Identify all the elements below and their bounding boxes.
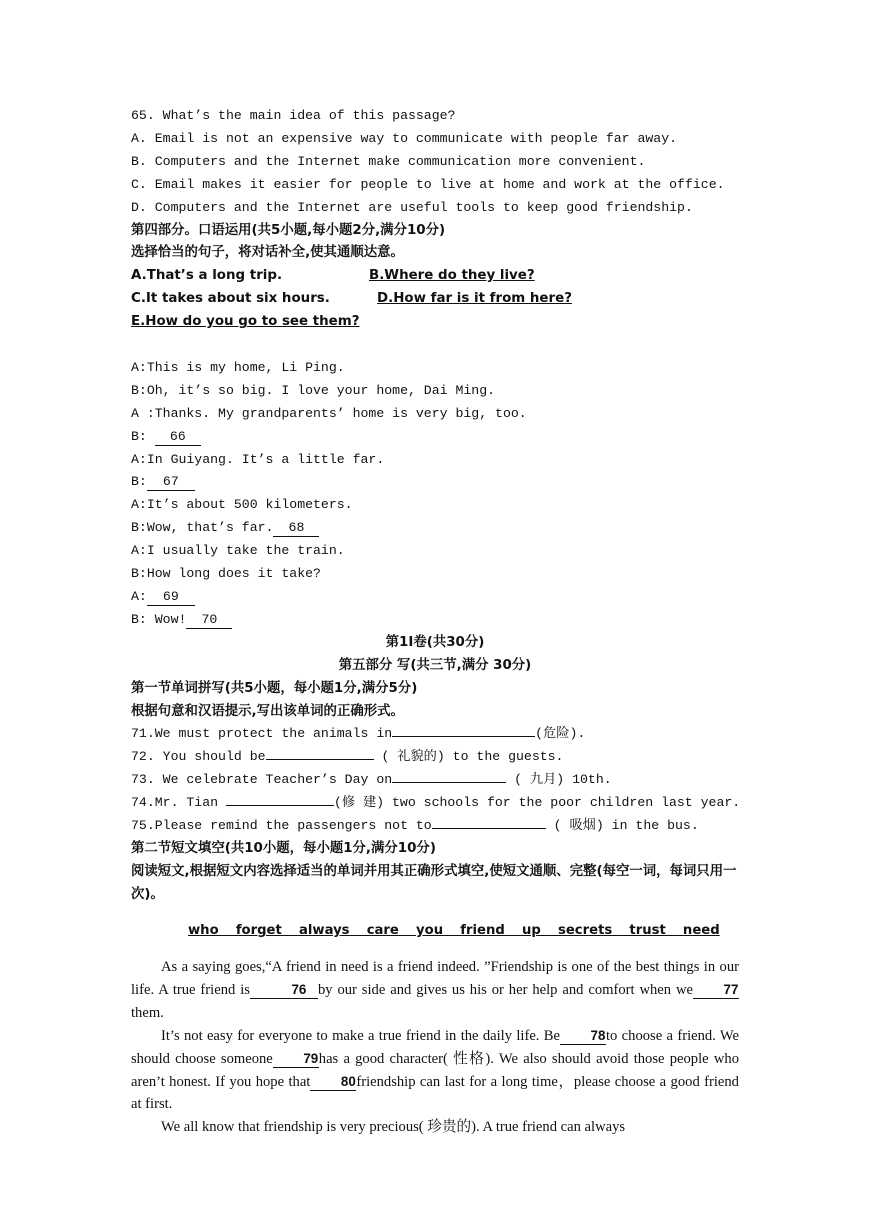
part5-heading: 第五部分 写(共三节,满分 30分) <box>338 657 532 673</box>
cloze-heading: 第二节短文填空(共10小题，每小题1分,满分10分) <box>131 840 436 856</box>
blank-67: 67 <box>147 474 195 491</box>
p1-text-c: them. <box>131 1004 164 1021</box>
section2-title: 第1I卷(共30分) <box>385 634 485 650</box>
choices-row-1 <box>131 265 739 288</box>
blank-78 <box>560 1028 606 1045</box>
dialog-speaker: B: <box>131 428 155 444</box>
q72-text: 72. You should be <box>131 749 266 765</box>
q75-text: 75.Please remind the passengers not to <box>131 818 432 834</box>
blank-80-number: 80 <box>340 1073 356 1089</box>
blank-66: 66 <box>155 429 201 446</box>
q71-hint: (危险). <box>535 726 586 742</box>
blank-70: 70 <box>186 612 232 629</box>
q74-text: 74.Mr. Tian <box>131 795 226 811</box>
cloze-paragraph-1 <box>131 956 739 1025</box>
dialog-line-9: A:I usually take the train. <box>131 543 345 559</box>
blank-74[interactable] <box>226 805 334 806</box>
choice-c: C.It takes about six hours. <box>131 291 330 307</box>
q65-option-d: D. Computers and the Internet are useful tools to keep good friendship. <box>131 199 693 215</box>
blank-75[interactable] <box>432 828 546 829</box>
q71 <box>131 723 739 746</box>
q72-hint: ( 礼貌的) to the guests. <box>373 749 564 765</box>
cloze-paragraph-3: We all know that friendship is very precious( 珍贵的). A true friend can always <box>161 1119 626 1136</box>
dialog-line-3: A :Thanks. My grandparents’ home is very big, too. <box>131 405 527 421</box>
spelling-heading: 第一节单词拼写(共5小题，每小题1分,满分5分) <box>131 680 418 696</box>
choice-b: B.Where do they live? <box>369 268 535 284</box>
cloze-paragraph-2 <box>131 1025 739 1117</box>
blank-76 <box>250 982 318 999</box>
p2-text-d: friendship can last for a long time，please choose a good friend at first. <box>131 1073 739 1113</box>
spelling-instruction: 根据句意和汉语提示,写出该单词的正确形式。 <box>131 703 404 719</box>
choice-a: A.That’s a long trip. <box>131 268 283 284</box>
q73 <box>131 769 739 792</box>
q75-hint: ( 吸烟) in the bus. <box>545 818 699 834</box>
p1-text-b: by our side and gives us his or her help and comfort when we <box>317 981 693 998</box>
choice-e: E.How do you go to see them? <box>131 314 360 330</box>
blank-77-number: 77 <box>723 981 739 997</box>
dialog-line-6 <box>131 471 739 494</box>
part4-heading: 第四部分。口语运用(共5小题,每小题2分,满分10分) <box>131 222 446 238</box>
dialog-speaker: B:Wow, that’s far. <box>131 520 274 536</box>
p2-text-c: has a good character( 性格). We also should avoid those people who aren’t honest. If you hope that <box>131 1050 739 1090</box>
dialog-line-1: A:This is my home, Li Ping. <box>131 359 345 375</box>
q75 <box>131 815 739 838</box>
blank-68: 68 <box>273 520 319 537</box>
dialog-line-11 <box>131 586 739 609</box>
dialog-speaker: A: <box>131 589 147 605</box>
blank-76-number: 76 <box>291 981 307 997</box>
dialog-speaker: B: <box>131 474 147 490</box>
q71-text: 71.We must protect the animals in <box>131 726 393 742</box>
q73-text: 73. We celebrate Teacher’s Day on <box>131 772 393 788</box>
cloze-instruction: 阅读短文,根据短文内容选择适当的单词并用其正确形式填空,使短文通顺、完整(每空一词，每词只用一次)。 <box>131 863 737 902</box>
p2-text-a: It’s not easy for everyone to make a true friend in the daily life. Be <box>161 1027 560 1044</box>
blank-69: 69 <box>147 589 195 606</box>
choices-row-2 <box>131 288 739 311</box>
blank-79-number: 79 <box>303 1050 319 1066</box>
dialog-line-12 <box>131 609 739 632</box>
spacer <box>131 334 739 357</box>
part4-instruction: 选择恰当的句子，将对话补全,使其通顺达意。 <box>131 245 404 261</box>
dialog-line-10: B:How long does it take? <box>131 566 321 582</box>
dialog-line-7: A:It’s about 500 kilometers. <box>131 497 353 513</box>
dialog-line-5: A:In Guiyang. It’s a little far. <box>131 451 385 467</box>
blank-79 <box>273 1051 319 1068</box>
q73-hint: ( 九月) 10th. <box>506 772 612 788</box>
q65-option-c: C. Email makes it easier for people to live at home and work at the office. <box>131 176 725 192</box>
choice-d: D.How far is it from here? <box>377 291 572 307</box>
exam-page <box>131 105 739 1139</box>
q74-hint: (修 建) two schools for the poor children last year. <box>333 795 741 811</box>
p2-text-b: to choose a friend. We should choose someone <box>131 1027 739 1067</box>
blank-73[interactable] <box>392 782 506 783</box>
blank-77 <box>693 982 739 999</box>
p1-text-a: As a saying goes,“A friend in need is a friend indeed. ”Friendship is one of the best things in our life. A true friend is <box>131 958 739 998</box>
q65-option-a: A. Email is not an expensive way to communicate with people far away. <box>131 130 678 146</box>
blank-78-number: 78 <box>590 1027 606 1043</box>
blank-72[interactable] <box>266 759 374 760</box>
dialog-line-2: B:Oh, it’s so big. I love your home, Dai Ming. <box>131 382 496 398</box>
blank-71[interactable] <box>392 736 535 737</box>
word-box: who forget always care you friend up secrets trust need <box>188 922 720 938</box>
q74 <box>131 792 739 815</box>
dialog-line-8 <box>131 517 739 540</box>
q72 <box>131 746 739 769</box>
q65-question: 65. What’s the main idea of this passage? <box>131 108 456 123</box>
dialog-line-4 <box>131 426 739 449</box>
blank-80 <box>310 1074 356 1091</box>
dialog-speaker: B: Wow! <box>131 611 187 627</box>
q65-option-b: B. Computers and the Internet make communication more convenient. <box>131 153 646 169</box>
